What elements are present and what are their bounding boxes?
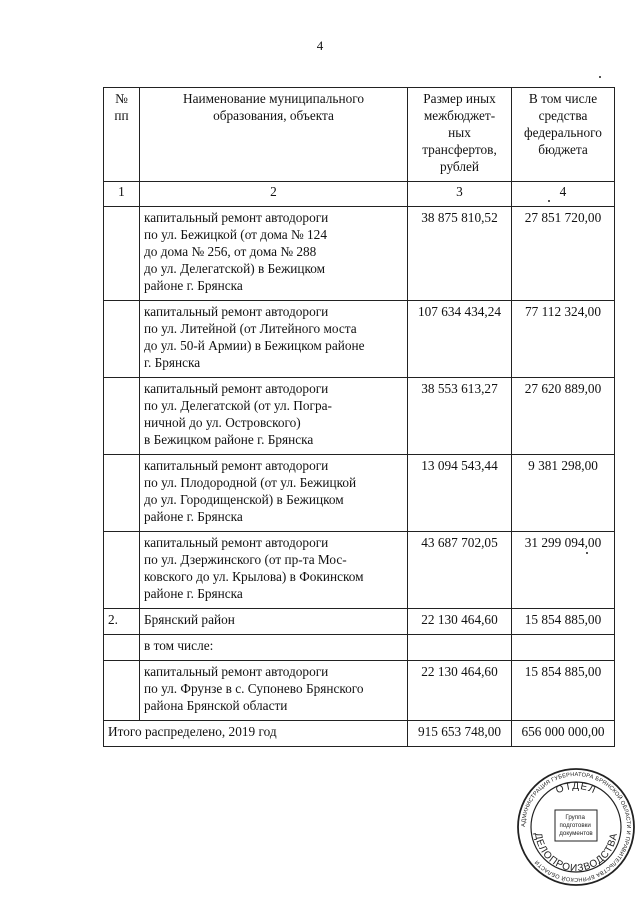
- row-name: капитальный ремонт автодороги по ул. Делегатской (от ул. Погра- ничной до ул. Островского) в Бежицком районе г. Брянска: [140, 378, 408, 455]
- header-amount: Размер иных межбюджет- ных трансфертов, рублей: [408, 88, 512, 182]
- transfers-table: [103, 87, 615, 747]
- column-number-row: [104, 182, 615, 207]
- row-num: [104, 661, 140, 721]
- row-federal: 9 381 298,00: [512, 455, 615, 532]
- row-federal: [512, 635, 615, 661]
- row-amount: 38 875 810,52: [408, 207, 512, 301]
- row-amount: 43 687 702,05: [408, 532, 512, 609]
- row-amount: [408, 635, 512, 661]
- total-label: Итого распределено, 2019 год: [104, 721, 408, 747]
- row-amount: 38 553 613,27: [408, 378, 512, 455]
- row-name: Брянский район: [140, 609, 408, 635]
- row-name: в том числе:: [140, 635, 408, 661]
- row-amount: 13 094 543,44: [408, 455, 512, 532]
- page-number: 4: [316, 38, 324, 53]
- stamp-outer-text: АДМИНИСТРАЦИЯ ГУБЕРНАТОРА БРЯНСКОЙ ОБЛАСТИ И ПРАВИТЕЛЬСТВА БРЯНСКОЙ ОБЛАСТИ: [520, 771, 632, 883]
- table-row: [104, 661, 615, 721]
- stamp-bottom-text: ДЕЛОПРОИЗВОДСТВА: [532, 831, 620, 875]
- row-num: [104, 301, 140, 378]
- stamp-center-text: [559, 814, 593, 837]
- scan-mark: [599, 76, 601, 78]
- total-federal: 656 000 000,00: [512, 721, 615, 747]
- row-name: капитальный ремонт автодороги по ул. Дзержинского (от пр-та Мос- ковского до ул. Крылова) в Фокинском районе г. Брянска: [140, 532, 408, 609]
- row-num: [104, 378, 140, 455]
- header-federal: В том числе средства федерального бюджета: [512, 88, 615, 182]
- row-amount: 22 130 464,60: [408, 661, 512, 721]
- row-federal: 27 620 889,00: [512, 378, 615, 455]
- column-number: 2: [140, 182, 408, 207]
- row-num: [104, 635, 140, 661]
- stamp-center-line: документов: [559, 830, 593, 837]
- official-stamp: [515, 766, 637, 888]
- stamp-center-line: подготовки: [559, 822, 591, 829]
- row-num: [104, 532, 140, 609]
- table-row: [104, 532, 615, 609]
- row-federal: 15 854 885,00: [512, 661, 615, 721]
- column-number: 1: [104, 182, 140, 207]
- row-name: капитальный ремонт автодороги по ул. Литейной (от Литейного моста до ул. 50-й Армии) в Бежицком районе г. Брянска: [140, 301, 408, 378]
- stamp-center-line: Группа: [565, 814, 585, 821]
- row-name: капитальный ремонт автодороги по ул. Плодородной (от ул. Бежицкой до ул. Городищенской) в Бежицком районе г. Брянска: [140, 455, 408, 532]
- column-number: 3: [408, 182, 512, 207]
- table-row: [104, 301, 615, 378]
- table-row: [104, 207, 615, 301]
- header-name: Наименование муниципального образования, объекта: [140, 88, 408, 182]
- row-name: капитальный ремонт автодороги по ул. Бежицкой (от дома № 124 до дома № 256, от дома № 288 до ул. Делегатской) в Бежицком районе г. Брянска: [140, 207, 408, 301]
- row-num: 2.: [104, 609, 140, 635]
- row-amount: 22 130 464,60: [408, 609, 512, 635]
- total-amount: 915 653 748,00: [408, 721, 512, 747]
- table-row: [104, 609, 615, 635]
- total-row: [104, 721, 615, 747]
- column-number: 4: [512, 182, 615, 207]
- table-row: [104, 455, 615, 532]
- row-num: [104, 455, 140, 532]
- table-row: [104, 635, 615, 661]
- row-name: капитальный ремонт автодороги по ул. Фрунзе в с. Супонево Брянского района Брянской области: [140, 661, 408, 721]
- header-num: № пп: [104, 88, 140, 182]
- row-federal: 15 854 885,00: [512, 609, 615, 635]
- row-federal: 77 112 324,00: [512, 301, 615, 378]
- row-num: [104, 207, 140, 301]
- header-row: [104, 88, 615, 182]
- row-federal: 27 851 720,00: [512, 207, 615, 301]
- row-amount: 107 634 434,24: [408, 301, 512, 378]
- row-federal: 31 299 094,00: [512, 532, 615, 609]
- stamp-top-text: ОТДЕЛ: [554, 780, 598, 797]
- table-row: [104, 378, 615, 455]
